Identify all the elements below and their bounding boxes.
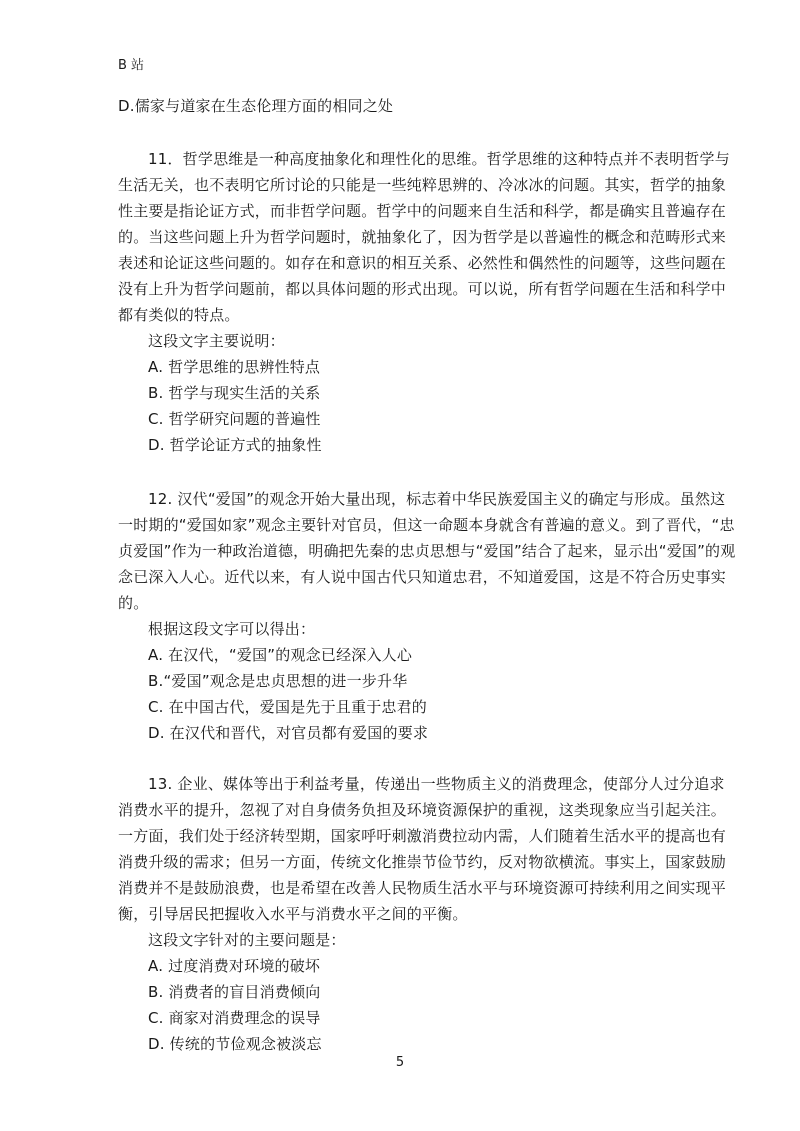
option-c: C. 在中国古代，爱国是先于且重于忠君的 — [148, 698, 428, 716]
option-b: B.“爱国”观念是忠贞思想的进一步升华 — [148, 672, 408, 690]
paragraph-line: 的。 — [118, 594, 149, 612]
option-a: A. 哲学思维的思辨性特点 — [148, 358, 321, 376]
question-prompt: 根据这段文字可以得出： — [148, 620, 316, 638]
paragraph-line: 衡，引导居民把握收入水平与消费水平之间的平衡。 — [118, 905, 468, 923]
option-a: A. 在汉代，“爱国”的观念已经深入人心 — [148, 646, 413, 664]
option-c: C. 哲学研究问题的普遍性 — [148, 410, 321, 428]
option-c: C. 商家对消费理念的误导 — [148, 1009, 321, 1027]
question-prompt: 这段文字针对的主要问题是： — [148, 931, 346, 949]
paragraph-line: 消费并不是鼓励浪费，也是希望在改善人民物质生活水平与环境资源可持续利用之间实现平 — [118, 879, 727, 897]
carryover-option: D.儒家与道家在生态伦理方面的相同之处 — [118, 97, 394, 115]
paragraph-line: 都有类似的特点。 — [118, 306, 240, 324]
option-d: D. 哲学论证方式的抽象性 — [148, 436, 322, 454]
paragraph-line: 念已深入人心。近代以来，有人说中国古代只知道忠君，不知道爱国，这是不符合历史事实 — [118, 568, 727, 586]
paragraph-line: 11．哲学思维是一种高度抽象化和理性化的思维。哲学思维的这种特点并不表明哲学与 — [148, 150, 730, 168]
paragraph-line: 表述和论证这些问题的。如存在和意识的相互关系、必然性和偶然性的问题等，这些问题在 — [118, 254, 727, 272]
option-a: A. 过度消费对环境的破坏 — [148, 957, 321, 975]
paragraph-line: 生活无关，也不表明它所讨论的只能是一些纯粹思辨的、冷冰冰的问题。其实，哲学的抽象 — [118, 176, 727, 194]
paragraph-line: 的。当这些问题上升为哲学问题时，就抽象化了，因为哲学是以普遍性的概念和范畴形式来 — [118, 228, 727, 246]
paragraph-line: 13. 企业、媒体等出于利益考量，传递出一些物质主义的消费理念，使部分人过分追求 — [148, 775, 725, 793]
paragraph-line: 消费水平的提升，忽视了对自身债务负担及环境资源保护的重视，这类现象应当引起关注。 — [118, 801, 727, 819]
header-mark: B 站 — [118, 58, 145, 73]
option-d: D. 传统的节俭观念被淡忘 — [148, 1035, 322, 1053]
paragraph-line: 12. 汉代“爱国”的观念开始大量出现，标志着中华民族爱国主义的确定与形成。虽然这 — [148, 490, 726, 508]
paragraph-line: 性主要是指论证方式，而非哲学问题。哲学中的问题来自生活和科学，都是确实且普遍存在 — [118, 202, 727, 220]
page-number: 5 — [395, 1055, 405, 1070]
option-d: D. 在汉代和晋代，对官员都有爱国的要求 — [148, 724, 429, 742]
option-b: B. 消费者的盲目消费倾向 — [148, 983, 321, 1001]
paragraph-line: 一时期的“爱国如家”观念主要针对官员，但这一命题本身就含有普遍的意义。到了晋代，“忠 — [118, 516, 735, 534]
paragraph-line: 贞爱国”作为一种政治道德，明确把先秦的忠贞思想与“爱国”结合了起来，显示出“爱国”的观 — [118, 542, 736, 560]
paragraph-line: 没有上升为哲学问题前，都以具体问题的形式出现。可以说，所有哲学问题在生活和科学中 — [118, 280, 727, 298]
paragraph-line: 一方面，我们处于经济转型期，国家呼吁刺激消费拉动内需，人们随着生活水平的提高也有 — [118, 827, 727, 845]
question-prompt: 这段文字主要说明： — [148, 332, 285, 350]
paragraph-line: 消费升级的需求；但另一方面，传统文化推崇节俭节约，反对物欲横流。事实上，国家鼓励 — [118, 853, 727, 871]
option-b: B. 哲学与现实生活的关系 — [148, 384, 321, 402]
